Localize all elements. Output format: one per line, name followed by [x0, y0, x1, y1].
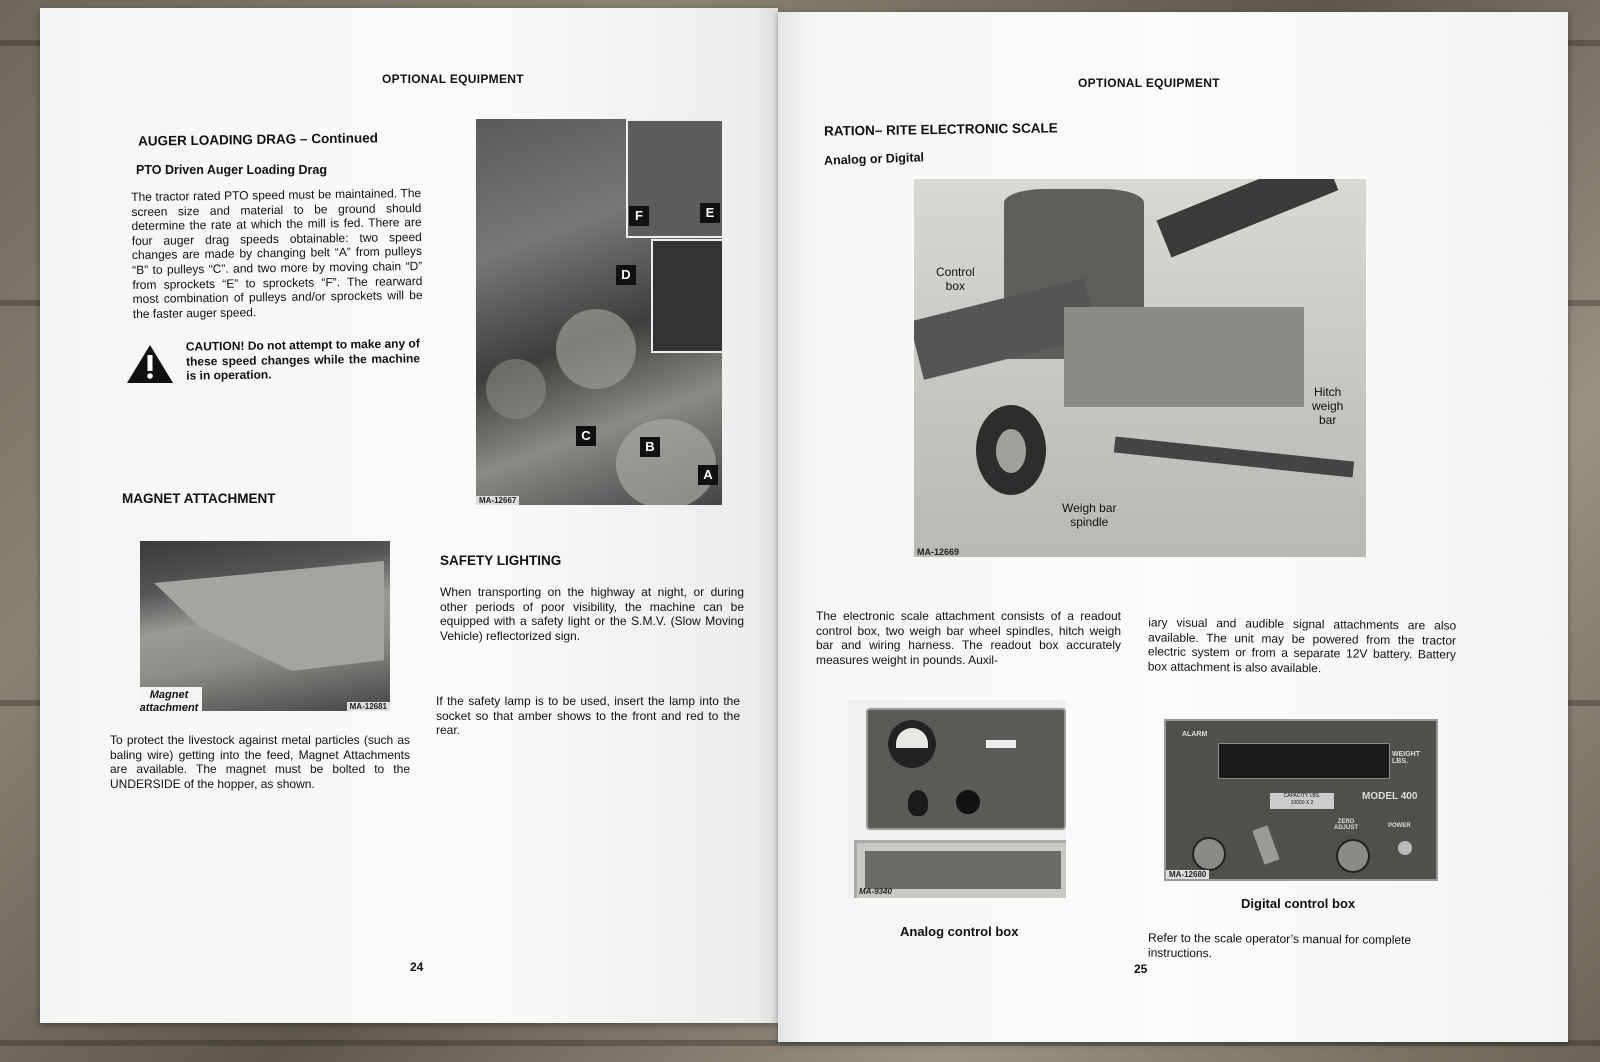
auger-drag-photo	[476, 119, 722, 505]
callout-f: F	[629, 206, 649, 226]
mill-body	[1064, 307, 1304, 407]
left-page	[40, 8, 778, 1023]
magnet-paragraph: To protect the livestock against metal particles (such as baling wire) getting into the feed, Magnet Attachments are available. The magnet must be bolted to the UNDERSIDE of the hopper, as shown.	[110, 733, 410, 791]
right-page	[778, 12, 1568, 1042]
scale-paragraph-left: The electronic scale attachment consists of a readout control box, two weigh bar wheel spindles, hitch weigh bar and wiring harness. The readout box accurately measures weight in pounds. Auxil-	[816, 609, 1121, 667]
analog-meter-icon	[888, 720, 936, 768]
page-number: 25	[1134, 962, 1148, 976]
scale-paragraph-right: iary visual and audible signal attachments are also available. The unit may be powered from the tractor electric system or from a separate 12V battery. Battery box attachment is also available.	[1147, 615, 1457, 675]
callout-a: A	[698, 465, 718, 485]
selector-knob-icon	[908, 790, 928, 816]
digital-display	[1218, 743, 1390, 779]
auger-paragraph: The tractor rated PTO speed must be maintained. The screen size and material to be ground should determine the rate at which the mill is fed. There are four auger drag speeds obtainable: two speed changes are made by changing belt “A” from pulleys “B” to pulleys “C”. and two more by moving chain “D” from sprockets “E” to sprockets “F”. The rearward most combination of pulleys and/or sprockets will be the faster auger speed.	[131, 185, 423, 321]
magnet-label-line1: Magnet	[149, 689, 189, 701]
section-title-safety: SAFETY LIGHTING	[440, 553, 562, 568]
safety-paragraph-2: If the safety lamp is to be used, insert the lamp into the socket so that amber shows to the front and red to the rear.	[436, 694, 740, 738]
callout-e: E	[700, 203, 720, 223]
figure-id: MA-12681	[347, 702, 390, 711]
safety-paragraph-1: When transporting on the highway at night, or during other periods of poor visibility, the machine can be equipped with a safety light or the S.M.V. (Slow Moving Vehicle) reflectorized sign.	[440, 585, 744, 643]
label-control-box: Control box	[936, 265, 975, 293]
weight-counter	[986, 740, 1016, 748]
power-switch-icon	[1398, 841, 1412, 855]
alarm-label: ALARM	[1182, 731, 1208, 738]
footer-note: Refer to the scale operator’s manual for complete instructions.	[1147, 930, 1412, 960]
mode-knob-icon	[1252, 825, 1279, 864]
weight-lbs-label: WEIGHT LBS.	[1392, 751, 1420, 765]
pulley-shape	[486, 359, 546, 419]
figure-id: MA-9340	[859, 887, 892, 896]
magnet-label-box	[140, 687, 202, 711]
digital-control-box-photo	[1164, 719, 1438, 881]
wheel	[976, 405, 1046, 495]
alarm-knob-icon	[1192, 837, 1226, 871]
page-header: OPTIONAL EQUIPMENT	[1078, 76, 1220, 90]
warning-triangle-icon	[126, 344, 174, 384]
figure-id: MA-12680	[1166, 870, 1209, 879]
section-title-scale: RATION– RITE ELECTRONIC SCALE	[823, 120, 1058, 139]
discharge-spout	[1157, 179, 1339, 258]
subsection-title-analog-digital: Analog or Digital	[823, 150, 925, 168]
page-header: OPTIONAL EQUIPMENT	[382, 72, 524, 86]
analog-panel	[866, 708, 1066, 830]
subsection-title-pto: PTO Driven Auger Loading Drag	[136, 163, 327, 177]
page-number: 24	[410, 960, 424, 974]
hopper-shape	[154, 561, 384, 671]
figure-id: MA-12667	[476, 496, 519, 505]
section-title-auger: AUGER LOADING DRAG – Continued	[137, 130, 379, 149]
caution-text: CAUTION! Do not attempt to make any of these speed changes while the machine is in operation.	[185, 336, 421, 383]
callout-b: B	[640, 437, 660, 457]
magnet-hopper-photo	[140, 541, 390, 711]
label-hitch-weigh-bar: Hitch weigh bar	[1312, 385, 1344, 427]
callout-d: D	[616, 265, 636, 285]
section-title-magnet: MAGNET ATTACHMENT	[122, 491, 276, 506]
analog-control-box-photo	[848, 700, 1066, 898]
inset-frame	[651, 239, 722, 353]
model-label: MODEL 400	[1362, 791, 1418, 802]
power-label: POWER	[1388, 823, 1411, 829]
magnet-label-line2: attachment	[140, 702, 199, 711]
label-weigh-bar-spindle: Weigh bar spindle	[1062, 501, 1117, 529]
caption-analog: Analog control box	[900, 924, 1019, 939]
pulley-shape	[556, 309, 636, 389]
zero-adjust-knob-icon	[1336, 839, 1370, 873]
zero-adjust-label: ZERO ADJUST	[1334, 819, 1359, 831]
capacity-plate: CAPACITY LBS. 10000 X 2	[1270, 793, 1334, 809]
callout-c: C	[576, 426, 596, 446]
pulley-shape	[616, 419, 716, 505]
hitch-tongue	[1114, 437, 1354, 478]
zero-adjust-knob-icon	[956, 790, 980, 814]
mixer-mill-photo	[914, 179, 1366, 557]
figure-id: MA-12669	[917, 547, 960, 557]
caption-digital: Digital control box	[1241, 896, 1356, 911]
